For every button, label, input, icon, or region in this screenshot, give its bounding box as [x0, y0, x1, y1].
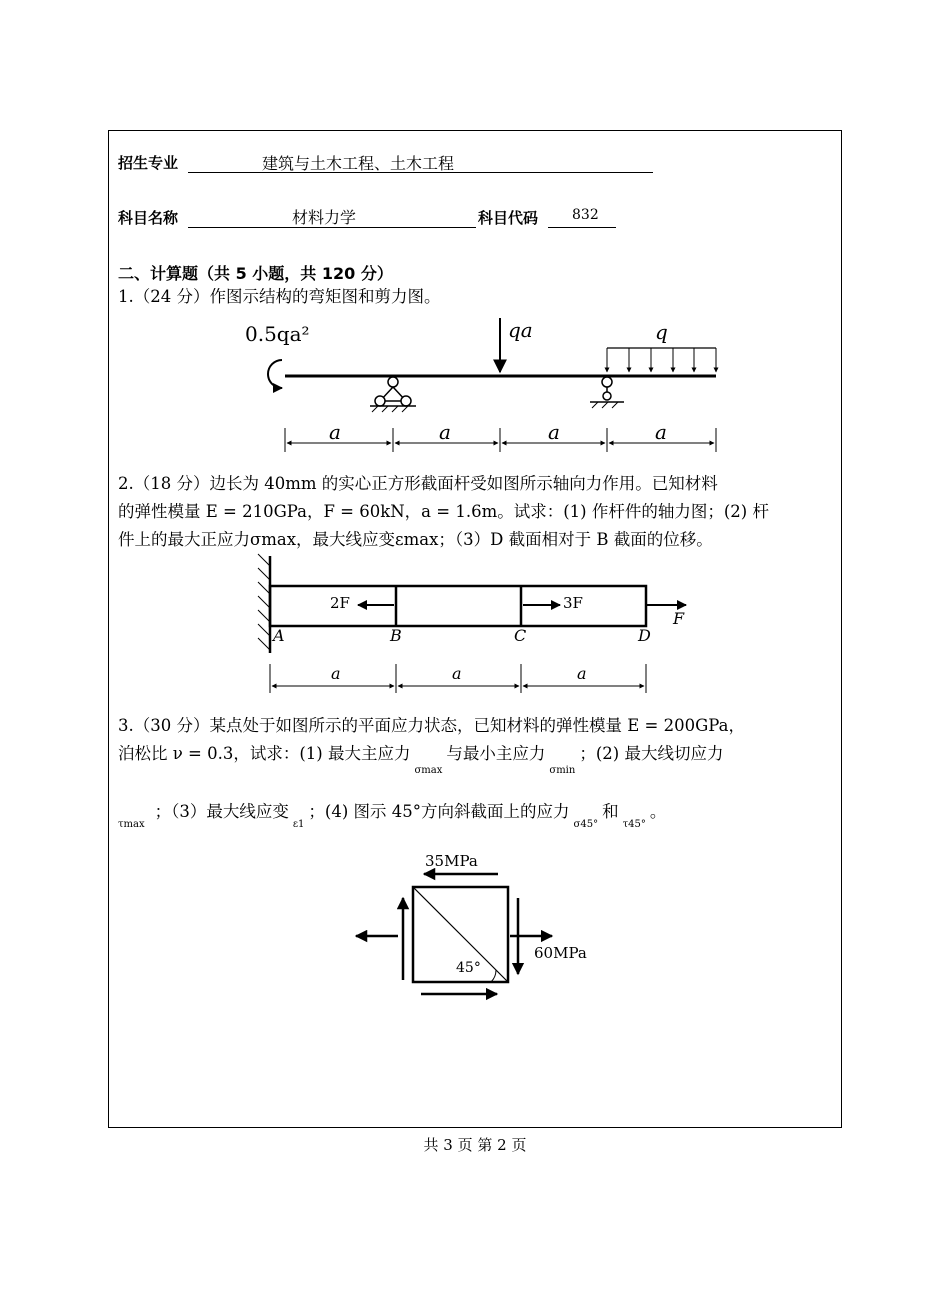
q3-line-2: 泊松比 ν = 0.3，试求：(1) 最大主应力$_{\sigma max}$与最小主应力$_{\sigma min}$；(2) 最大线切应力 [118, 744, 724, 776]
force-f-label: F [673, 609, 685, 628]
point-c-label: C [514, 626, 527, 645]
force-2f-label: 2F [330, 594, 350, 612]
dim-label: a [439, 420, 451, 444]
subject-value: 材料力学 [292, 208, 357, 227]
dim-label: a [331, 664, 341, 683]
bar [270, 586, 646, 626]
section-title: 二、计算题（共 5 小题，共 120 分） [118, 264, 393, 283]
q2-line-2: 的弹性模量 E = 210GPa，F = 60kN，a = 1.6m。试求：(1) 作杆件的轴力图；(2) 杆 [118, 502, 769, 521]
wall-hatch-icon [258, 554, 270, 650]
point-a-label: A [273, 626, 285, 645]
q3-stress-element [356, 874, 552, 994]
code-label: 科目代码 [478, 209, 539, 227]
angle-label: 45° [456, 960, 481, 976]
roller-support-icon [590, 377, 624, 408]
q1-text: 1.（24 分）作图示结构的弯矩图和剪力图。 [118, 287, 441, 306]
q2-line-1: 2.（18 分）边长为 40mm 的实心正方形截面杆受如图所示轴向力作用。已知材料 [118, 474, 718, 493]
point-load-label: qa [508, 318, 533, 342]
distributed-load-icon [607, 348, 716, 372]
dim-label: a [548, 420, 560, 444]
moment-arrow-icon [268, 360, 282, 388]
force-3f-label: 3F [563, 594, 583, 612]
major-label: 招生专业 [118, 154, 179, 172]
q2-line-3: 件上的最大正应力σmax，最大线应变εmax；（3）D 截面相对于 B 截面的位移。 [118, 530, 713, 549]
point-d-label: D [638, 626, 651, 645]
dim-label: a [655, 420, 667, 444]
q3-line-3: $_{\tau max}$；（3）最大线应变$_{\varepsilon 1}$；(4) 图示 45°方向斜截面上的应力$_{\sigma 45^\circ}$和$_{\tau 45^\circ}$。 [118, 802, 667, 830]
pin-support-icon [370, 377, 416, 412]
page-footer: 共 3 页 第 2 页 [423, 1136, 527, 1154]
dist-load-label: q [655, 320, 668, 344]
dim-label: a [452, 664, 462, 683]
q2-bar-diagram [258, 554, 686, 693]
normal-stress-label: 60MPa [534, 944, 587, 962]
shear-stress-label: 35MPa [425, 852, 478, 870]
subject-label: 科目名称 [118, 209, 179, 227]
point-b-label: B [390, 626, 402, 645]
major-value: 建筑与土木工程、土木工程 [262, 154, 455, 173]
q3-line-1: 3.（30 分）某点处于如图所示的平面应力状态，已知材料的弹性模量 E = 200GPa， [118, 716, 745, 735]
q1-dimension-line [285, 428, 716, 452]
dim-label: a [577, 664, 587, 683]
code-value: 832 [572, 207, 599, 223]
dim-label: a [329, 420, 341, 444]
moment-label: 0.5qa² [245, 322, 310, 346]
